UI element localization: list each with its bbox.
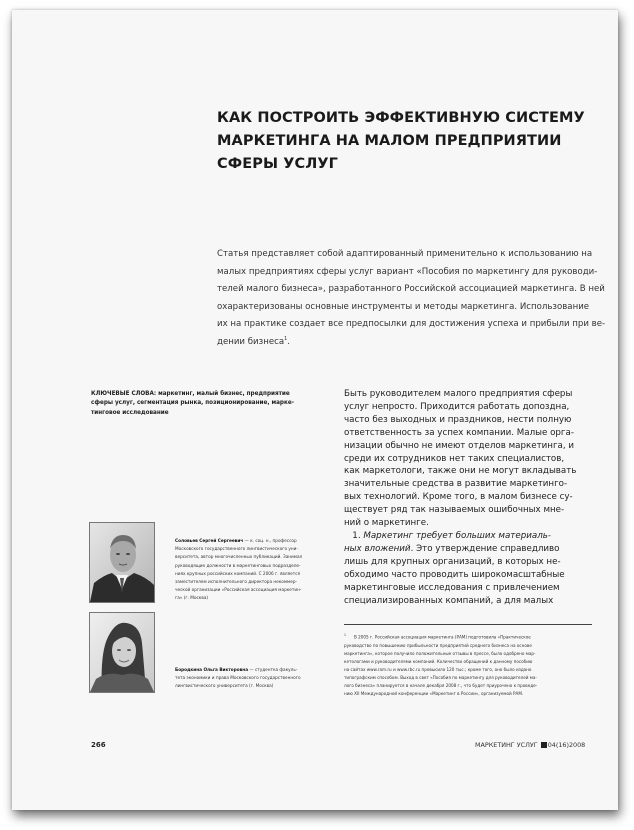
abstract-line: охарактеризованы основные инструменты и методы маркетинга. Использование [217, 301, 590, 312]
abstract-line: малых предприятиях сферы услуг вариант «Пособия по маркетингу для руководи- [217, 266, 598, 277]
bio-line [175, 667, 355, 675]
issue-number: 04(16)2008 [547, 741, 586, 749]
abstract-last-text: дении бизнеса [217, 336, 285, 347]
article-body [344, 388, 594, 607]
title-line: МАРКЕТИНГА НА МАЛОМ ПРЕДПРИЯТИИ [217, 133, 562, 149]
body-line: обходимо часто проводить широкомасштабные [344, 569, 565, 580]
body-line: ний о маркетинге. [344, 518, 429, 529]
footnote-line: кетологами и руководителями компаний. Количество обращений к данному пособию [344, 659, 533, 665]
author1-photo [89, 522, 155, 603]
footnote-line: нию XII Международной конференции «Маркетинг в России», организуемой РАМ. [344, 692, 524, 698]
bio-text: — студентка факуль- [248, 668, 298, 673]
body-line: лишь для крупных организаций, в которых не- [344, 556, 561, 567]
abstract-line: Статья представляет собой адаптированный применительно к использованию на [217, 249, 593, 259]
footnote [344, 631, 596, 699]
item-number: 1. [352, 530, 361, 541]
abstract-line: телей малого бизнеса», разработанного Российской ассоциацией маркетинга. В ней [217, 284, 605, 295]
footnote-reference[interactable]: 1 [284, 336, 288, 343]
body-line: ответственность за успех компании. Малые орга- [344, 427, 574, 438]
abstract-last-end: . [287, 336, 291, 347]
bio-line: ниях крупных российских компаний. С 2006 г. является [175, 571, 301, 577]
footnote-line: на сайтах www.ram.ru и www.rbc.ru превысило 120 тыс.; кроме того, оно было издано [344, 667, 532, 673]
bio-line: га» (г. Москва) [175, 596, 209, 602]
title-line: КАК ПОСТРОИТЬ ЭФФЕКТИВНУЮ СИСТЕМУ [217, 110, 585, 126]
body-line: как маркетологи, также они не могут вкладывать [344, 466, 577, 477]
footnote-line: руководство по повышению прибыльности предприятий среднего бизнеса на основе [344, 643, 532, 649]
footnote-text: В 2005 г. Российская ассоциация маркетинга (РАМ) подготовила «Практическое [354, 635, 531, 641]
author2-photo [89, 612, 155, 693]
bio-line: тета экономики и права Московского государственного [175, 676, 301, 682]
abstract-line: их на практике создает все предпосылки для достижения успеха и прибыли при ве- [217, 319, 606, 330]
running-title: МАРКЕТИНГ УСЛУГ [475, 741, 538, 749]
body-line [344, 530, 594, 543]
item-italic-cont: ных вложений [344, 543, 411, 554]
footnote-line: типографским способом. Выход в свет «Пособия по маркетингу для руководителей ма- [344, 676, 537, 681]
running-footer [475, 741, 585, 749]
article-title [217, 107, 585, 176]
body-line: Быть руководителем малого предприятия сферы [344, 389, 573, 399]
square-bullet-icon [541, 742, 547, 748]
footnote-line [344, 631, 596, 643]
author1-name: Соловьев Сергей Сергеевич [175, 539, 244, 544]
body-line: ществует ряд так называемых ошибочных мне- [344, 505, 565, 516]
body-line [344, 543, 594, 556]
author1-bio [175, 538, 355, 604]
bio-line: верситета, автор многочисленных публикаций. Занимал [175, 555, 303, 561]
bio-line: ческой организации «Российская ассоциация маркетин- [175, 588, 302, 594]
body-line: специализированных компаний, а для малых [344, 595, 554, 606]
keywords-line: тинговое исследование [91, 408, 169, 416]
bio-line: лингвистического университета (г. Москва) [175, 684, 274, 690]
bio-line: руководящие должности в маркетинговых подразделе- [175, 563, 301, 569]
bio-line: заместителем исполнительного директора некоммер- [175, 580, 298, 586]
page-number: 266 [91, 741, 106, 749]
bio-text: — к. соц. н., профессор [243, 539, 297, 544]
bio-line [175, 538, 355, 546]
body-line: низации обычно не имеют отделов маркетинга, и [344, 440, 575, 451]
body-line: вых технологий. Кроме того, в малом бизнесе су- [344, 492, 573, 503]
body-line: услуг непросто. Приходится работать допоздна, [344, 401, 570, 412]
author2-bio [175, 667, 355, 692]
footnote-mark: 1 [344, 633, 347, 637]
keywords-line: сферы услуг, сегментация рынка, позиционирование, марке- [91, 399, 295, 407]
body-line: среди их сотрудников нет таких специалистов, [344, 453, 565, 464]
body-line: часто без выходных и праздников, нести полную [344, 414, 572, 425]
author2-name: Бородкина Ольга Викторовна [175, 668, 249, 673]
keywords-line: КЛЮЧЕВЫЕ СЛОВА: маркетинг, малый бизнес, предприятие [91, 390, 290, 397]
item-rest: . Это утверждение справедливо [410, 543, 560, 554]
journal-page [12, 10, 618, 810]
footnote-line: лого бизнеса» планируется в начале декабря 2008 г., что будет приурочено к проведе- [344, 684, 538, 690]
bio-line: Московского государственного лингвистического уни- [175, 547, 298, 553]
article-abstract [217, 246, 606, 352]
footnote-divider [344, 624, 592, 625]
body-line: значительные средства в развитие маркетинго- [344, 479, 568, 490]
title-line: СФЕРЫ УСЛУГ [217, 156, 339, 172]
footnote-line: маркетинга», которое получило положительные отзывы в прессе, было одобрено мар- [344, 651, 536, 657]
keywords-block [91, 389, 331, 417]
item-italic: Маркетинг требует больших материаль- [363, 530, 552, 541]
abstract-line [217, 334, 592, 352]
body-line: маркетинговые исследования с привлечением [344, 582, 560, 593]
